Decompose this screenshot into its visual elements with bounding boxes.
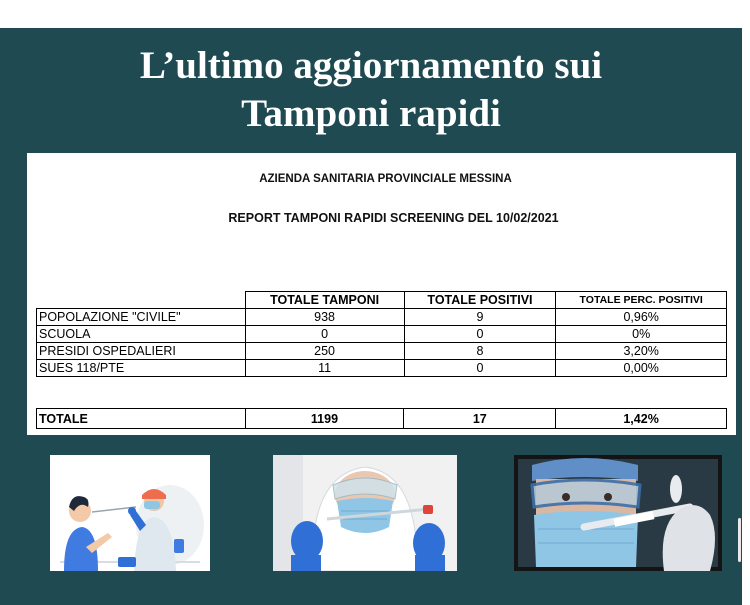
report-title: REPORT TAMPONI RAPIDI SCREENING DEL 10/02/2021 xyxy=(228,211,559,225)
row-tamponi: 938 xyxy=(245,309,404,326)
header-totale-perc-positivi: TOTALE PERC. POSITIVI xyxy=(556,292,727,309)
slide-title-line1: L’ultimo aggiornamento sui xyxy=(139,44,603,87)
row-label: SCUOLA xyxy=(37,326,246,343)
row-perc: 0,96% xyxy=(556,309,727,326)
scrollbar-thumb[interactable] xyxy=(738,518,741,562)
row-label: SUES 118/PTE xyxy=(37,360,246,377)
swab-test-illustration-icon xyxy=(50,455,210,571)
header-totale-positivi: TOTALE POSITIVI xyxy=(404,292,556,309)
organization-name: AZIENDA SANITARIA PROVINCIALE MESSINA xyxy=(259,173,512,185)
header-totale-tamponi: TOTALE TAMPONI xyxy=(245,292,404,309)
report-card xyxy=(27,153,736,435)
table-header-row xyxy=(37,292,727,309)
right-white-strip xyxy=(742,0,750,605)
top-white-strip xyxy=(0,0,750,28)
total-positivi: 17 xyxy=(404,409,556,429)
slide-title xyxy=(0,42,742,138)
row-tamponi: 250 xyxy=(245,343,404,360)
protective-suit-worker-icon xyxy=(273,455,457,571)
row-positivi: 0 xyxy=(404,326,556,343)
slide-title-line2: Tamponi rapidi xyxy=(241,92,501,135)
header-empty-cell xyxy=(37,292,246,309)
row-perc: 0,00% xyxy=(556,360,727,377)
row-positivi: 9 xyxy=(404,309,556,326)
protective-suit-worker-photo xyxy=(273,455,457,571)
row-tamponi: 0 xyxy=(245,326,404,343)
table-row xyxy=(37,309,727,326)
row-tamponi: 11 xyxy=(245,360,404,377)
total-perc: 1,42% xyxy=(556,409,727,429)
row-positivi: 0 xyxy=(404,360,556,377)
swab-test-illustration xyxy=(50,455,210,571)
row-label: POPOLAZIONE "CIVILE" xyxy=(37,309,246,326)
table-row xyxy=(37,326,727,343)
table-row xyxy=(37,360,727,377)
report-table xyxy=(36,291,727,377)
row-perc: 0% xyxy=(556,326,727,343)
doctor-test-tube-icon xyxy=(514,455,722,571)
total-tamponi: 1199 xyxy=(245,409,404,429)
row-perc: 3,20% xyxy=(556,343,727,360)
doctor-test-tube-photo xyxy=(514,455,722,571)
totals-row xyxy=(37,409,727,429)
row-positivi: 8 xyxy=(404,343,556,360)
table-row xyxy=(37,343,727,360)
row-label: PRESIDI OSPEDALIERI xyxy=(37,343,246,360)
totals-table xyxy=(36,408,727,429)
total-label: TOTALE xyxy=(37,409,246,429)
